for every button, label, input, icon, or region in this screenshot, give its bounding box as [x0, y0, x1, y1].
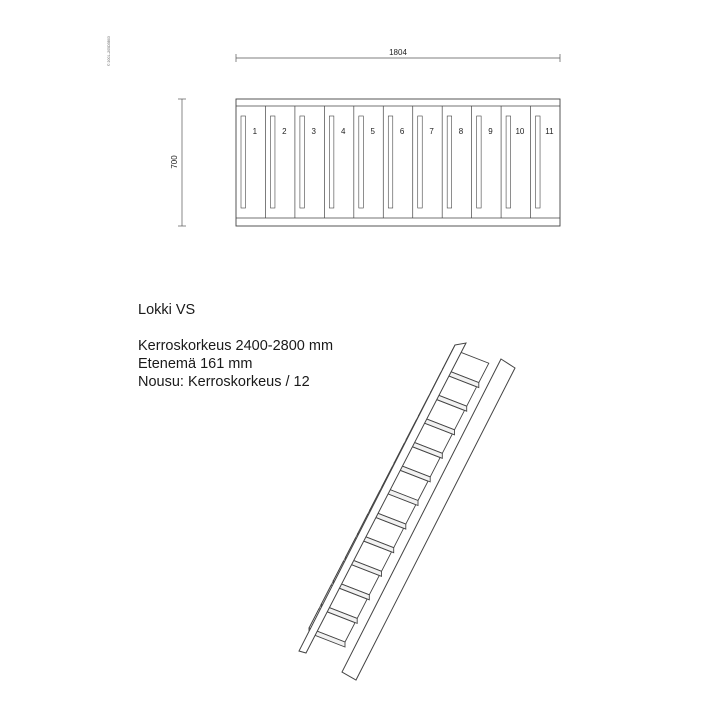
step-number: 2 — [282, 127, 287, 136]
step-number: 3 — [311, 127, 316, 136]
product-title: Lokki VS — [138, 302, 196, 318]
plan-tread — [442, 106, 464, 218]
step-number: 8 — [458, 127, 464, 136]
step-number: 11 — [545, 127, 554, 136]
plan-tread — [472, 106, 494, 218]
plan-tread — [265, 106, 287, 218]
depth-dimension — [170, 99, 186, 226]
stair-plan-view — [236, 99, 560, 226]
rise-text: Nousu: Kerroskorkeus / 12 — [138, 374, 310, 390]
step-number: 6 — [399, 127, 405, 136]
step-number: 10 — [515, 127, 525, 136]
plan-tread — [501, 106, 525, 218]
depth-label: 700 — [170, 155, 179, 169]
spec-block — [138, 301, 333, 391]
step-number: 7 — [429, 127, 434, 136]
plan-tread — [241, 116, 258, 208]
step-number: 9 — [488, 127, 493, 136]
step-number: 4 — [340, 127, 346, 136]
stair-isometric-view — [299, 343, 515, 680]
step-number: 5 — [370, 127, 375, 136]
step-number: 1 — [252, 127, 258, 136]
drawing-code: © 2001–205D3B03 — [107, 36, 111, 66]
floor-height-text: Kerroskorkeus 2400-2800 mm — [138, 338, 334, 354]
going-text: Etenemä 161 mm — [138, 356, 253, 372]
plan-tread — [383, 106, 405, 218]
plan-tread — [354, 106, 376, 218]
width-dimension — [236, 48, 560, 62]
plan-tread — [531, 106, 555, 218]
plan-tread — [324, 106, 346, 218]
plan-tread — [413, 106, 435, 218]
width-label: 1804 — [389, 48, 407, 57]
plan-tread — [295, 106, 317, 218]
